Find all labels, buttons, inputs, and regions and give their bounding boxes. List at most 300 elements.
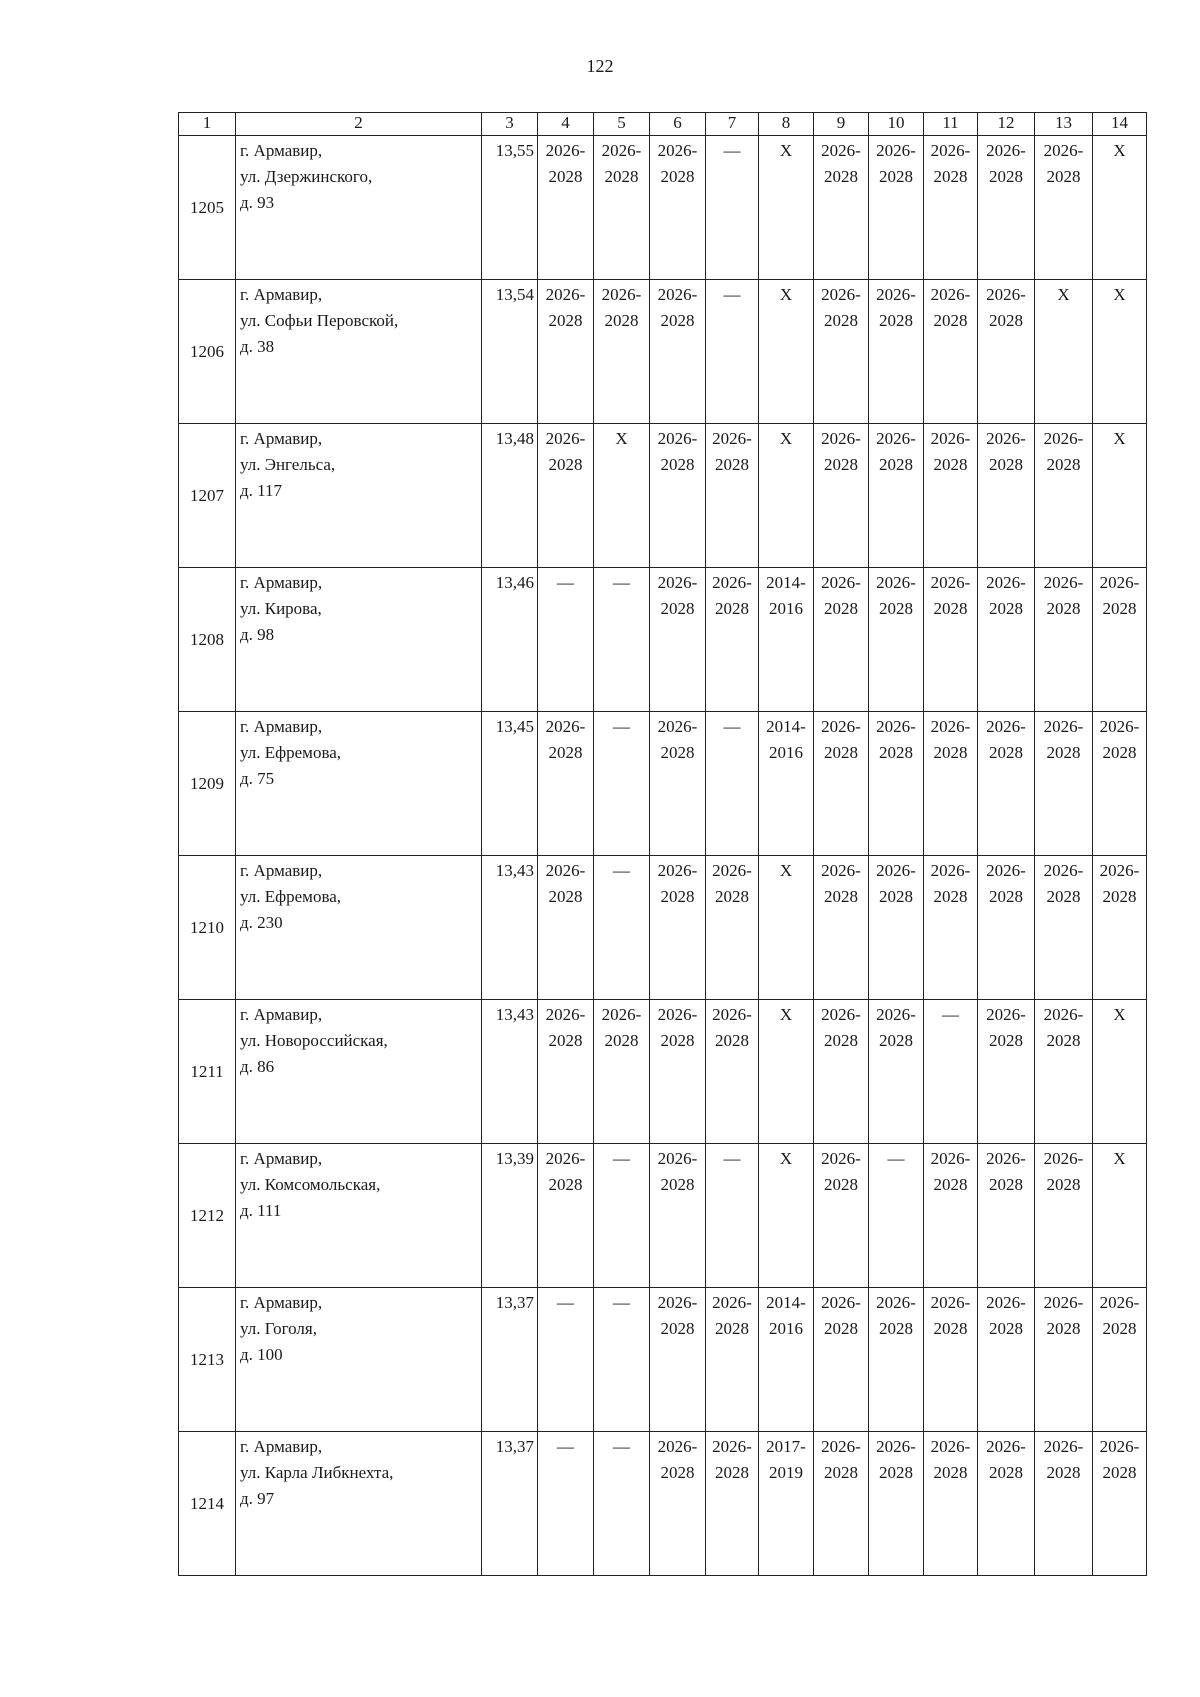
- term-value: 2028: [989, 1031, 1023, 1050]
- term-value: 2026-: [1043, 1005, 1084, 1024]
- term-cell-col-6: [650, 1432, 706, 1576]
- term-value: 2026-: [930, 573, 971, 592]
- row-number: 1207: [179, 424, 236, 568]
- term-cell-col-6: [650, 424, 706, 568]
- term-cell-col-12: [978, 1288, 1035, 1432]
- term-value: 2026-: [1043, 141, 1084, 160]
- term-value: 2026-: [1043, 861, 1084, 880]
- term-value: 2028: [1046, 455, 1081, 474]
- term-cell-col-14: [1093, 1288, 1147, 1432]
- address-cell: [236, 424, 482, 568]
- row-number: 1213: [179, 1288, 236, 1432]
- address-line: д. 86: [240, 1057, 275, 1076]
- term-value: 2026-: [545, 429, 586, 448]
- term-cell-col-12: [978, 424, 1035, 568]
- term-value: Х: [615, 429, 628, 448]
- term-cell-col-4: [538, 856, 594, 1000]
- address-line: д. 117: [240, 481, 283, 500]
- term-cell-col-13: [1035, 1144, 1093, 1288]
- term-value: 2028: [1046, 599, 1081, 618]
- area-cell: 13,43: [482, 856, 538, 1000]
- table-row: [179, 568, 1147, 712]
- address-line: г. Армавир,: [240, 717, 323, 736]
- term-cell-col-12: [978, 1144, 1035, 1288]
- column-header-10: 10: [869, 113, 924, 136]
- term-cell-col-5: [594, 424, 650, 568]
- term-value: 2014-: [766, 1293, 806, 1312]
- term-cell-col-14: [1093, 1432, 1147, 1576]
- term-value: 2026-: [821, 573, 861, 592]
- term-value: 2028: [715, 599, 749, 618]
- term-value: 2026-: [930, 1293, 971, 1312]
- term-cell-col-14: [1093, 1144, 1147, 1288]
- term-value: 2028: [879, 599, 913, 618]
- term-value: 2026-: [930, 1437, 971, 1456]
- term-value: 2028: [989, 311, 1023, 330]
- term-value: 2028: [824, 887, 858, 906]
- term-value: 2028: [1046, 1319, 1081, 1338]
- term-value: 2028: [548, 167, 583, 186]
- term-cell-col-4: [538, 136, 594, 280]
- term-value: 2026-: [821, 429, 861, 448]
- term-value: 2026-: [986, 429, 1026, 448]
- term-value: 2028: [660, 1175, 695, 1194]
- address-cell: [236, 856, 482, 1000]
- term-cell-col-8: [759, 424, 814, 568]
- term-cell-col-5: [594, 1000, 650, 1144]
- term-cell-col-7: [706, 1000, 759, 1144]
- term-value: 2028: [933, 1463, 968, 1482]
- table-row: [179, 280, 1147, 424]
- term-value: 2028: [1102, 599, 1137, 618]
- term-cell-col-13: [1035, 280, 1093, 424]
- term-cell-col-9: [814, 136, 869, 280]
- term-cell-col-9: [814, 856, 869, 1000]
- term-cell-col-8: [759, 1432, 814, 1576]
- term-value: 2026-: [712, 429, 752, 448]
- term-cell-col-14: [1093, 856, 1147, 1000]
- term-value: 2017-: [766, 1437, 806, 1456]
- term-cell-col-10: [869, 712, 924, 856]
- term-value: 2028: [660, 311, 695, 330]
- term-cell-col-10: [869, 1000, 924, 1144]
- term-value: 2028: [824, 599, 858, 618]
- term-value: 2028: [604, 1031, 639, 1050]
- term-value: 2028: [660, 1463, 695, 1482]
- term-cell-col-12: [978, 280, 1035, 424]
- term-value: 2028: [548, 311, 583, 330]
- term-value: 2026-: [545, 717, 586, 736]
- term-value: 2028: [989, 743, 1023, 762]
- term-value: 2028: [879, 1463, 913, 1482]
- term-cell-col-7: [706, 136, 759, 280]
- column-header-12: 12: [978, 113, 1035, 136]
- term-cell-col-13: [1035, 1288, 1093, 1432]
- term-value: Х: [1113, 141, 1126, 160]
- term-cell-col-12: [978, 568, 1035, 712]
- term-value: 2028: [933, 455, 968, 474]
- term-value: 2028: [548, 1031, 583, 1050]
- term-value: —: [613, 573, 630, 592]
- area-cell: 13,39: [482, 1144, 538, 1288]
- term-value: 2028: [989, 887, 1023, 906]
- term-value: 2028: [879, 1031, 913, 1050]
- term-cell-col-12: [978, 712, 1035, 856]
- term-value: —: [723, 285, 741, 304]
- term-value: 2026-: [930, 1149, 971, 1168]
- term-value: 2026-: [986, 1005, 1026, 1024]
- term-value: 2026-: [712, 1005, 752, 1024]
- term-cell-col-4: [538, 280, 594, 424]
- term-value: 2028: [1102, 1319, 1137, 1338]
- term-cell-col-14: [1093, 280, 1147, 424]
- term-value: 2028: [660, 1319, 695, 1338]
- term-cell-col-14: [1093, 424, 1147, 568]
- term-cell-col-12: [978, 1000, 1035, 1144]
- term-value: 2026-: [876, 1437, 916, 1456]
- term-value: 2028: [715, 1319, 749, 1338]
- term-value: 2028: [548, 887, 583, 906]
- term-cell-col-7: [706, 1432, 759, 1576]
- address-cell: [236, 1288, 482, 1432]
- area-cell: 13,43: [482, 1000, 538, 1144]
- term-value: 2026-: [1043, 573, 1084, 592]
- address-cell: [236, 568, 482, 712]
- term-cell-col-14: [1093, 712, 1147, 856]
- term-cell-col-11: [924, 856, 978, 1000]
- address-cell: [236, 1000, 482, 1144]
- table-body: [179, 136, 1147, 1576]
- term-cell-col-5: [594, 568, 650, 712]
- term-value: 2026-: [657, 1005, 698, 1024]
- table-row: [179, 1288, 1147, 1432]
- address-cell: [236, 712, 482, 856]
- term-cell-col-6: [650, 856, 706, 1000]
- term-cell-col-8: [759, 856, 814, 1000]
- term-value: 2026-: [876, 573, 916, 592]
- term-value: 2028: [1046, 743, 1081, 762]
- term-value: —: [557, 1437, 574, 1456]
- term-value: 2028: [933, 1175, 968, 1194]
- term-cell-col-4: [538, 568, 594, 712]
- term-cell-col-5: [594, 1432, 650, 1576]
- term-value: 2028: [824, 1175, 858, 1194]
- term-cell-col-13: [1035, 568, 1093, 712]
- term-value: 2028: [604, 311, 639, 330]
- page-number: 122: [586, 56, 614, 76]
- term-value: 2026-: [930, 285, 971, 304]
- term-value: 2028: [989, 455, 1023, 474]
- address-cell: [236, 136, 482, 280]
- term-value: 2026-: [986, 1293, 1026, 1312]
- term-cell-col-7: [706, 1144, 759, 1288]
- address-line: д. 75: [240, 769, 275, 788]
- term-cell-col-8: [759, 712, 814, 856]
- term-cell-col-5: [594, 1144, 650, 1288]
- term-value: 2026-: [657, 1437, 698, 1456]
- address-line: ул. Новороссийская,: [240, 1031, 388, 1050]
- term-value: Х: [779, 429, 793, 448]
- term-value: 2028: [989, 1319, 1023, 1338]
- term-value: 2028: [1102, 743, 1137, 762]
- term-cell-col-5: [594, 712, 650, 856]
- term-value: Х: [779, 861, 793, 880]
- area-cell: 13,54: [482, 280, 538, 424]
- term-value: 2028: [989, 599, 1023, 618]
- term-value: 2026-: [1043, 1293, 1084, 1312]
- term-value: 2028: [933, 1319, 968, 1338]
- term-value: 2028: [660, 455, 695, 474]
- term-value: 2026-: [821, 141, 861, 160]
- term-cell-col-14: [1093, 568, 1147, 712]
- term-value: 2028: [824, 1463, 858, 1482]
- term-value: 2028: [879, 167, 913, 186]
- area-cell: 13,37: [482, 1288, 538, 1432]
- term-value: 2028: [548, 743, 583, 762]
- term-value: 2026-: [712, 1293, 752, 1312]
- term-cell-col-11: [924, 568, 978, 712]
- address-line: г. Армавир,: [240, 1437, 323, 1456]
- term-value: 2028: [989, 1463, 1023, 1482]
- term-cell-col-6: [650, 1288, 706, 1432]
- term-value: 2026-: [876, 1005, 916, 1024]
- term-value: 2026-: [876, 429, 916, 448]
- term-value: 2026-: [986, 573, 1026, 592]
- term-value: —: [723, 717, 741, 736]
- table-header: [179, 113, 1147, 136]
- address-line: г. Армавир,: [240, 1293, 323, 1312]
- address-cell: [236, 1144, 482, 1288]
- term-value: 2026-: [657, 573, 698, 592]
- term-value: 2016: [769, 1319, 803, 1338]
- term-cell-col-13: [1035, 136, 1093, 280]
- term-cell-col-14: [1093, 1000, 1147, 1144]
- term-value: 2026-: [821, 1005, 861, 1024]
- term-value: 2026-: [876, 285, 916, 304]
- term-value: 2028: [715, 887, 749, 906]
- term-cell-col-9: [814, 1432, 869, 1576]
- term-value: Х: [779, 141, 793, 160]
- table-row: [179, 136, 1147, 280]
- term-value: 2026-: [657, 1149, 698, 1168]
- address-line: д. 111: [240, 1201, 282, 1220]
- term-value: 2028: [1046, 1031, 1081, 1050]
- term-cell-col-4: [538, 712, 594, 856]
- term-value: 2026-: [1043, 429, 1084, 448]
- term-value: 2026-: [876, 861, 916, 880]
- term-value: 2028: [933, 167, 968, 186]
- address-line: ул. Ефремова,: [240, 887, 342, 906]
- term-cell-col-6: [650, 136, 706, 280]
- area-cell: 13,55: [482, 136, 538, 280]
- address-line: г. Армавир,: [240, 1149, 323, 1168]
- term-value: 2026-: [601, 1005, 642, 1024]
- row-number: 1206: [179, 280, 236, 424]
- term-value: 2026-: [986, 141, 1026, 160]
- term-value: 2028: [824, 311, 858, 330]
- term-cell-col-13: [1035, 424, 1093, 568]
- term-value: 2019: [769, 1463, 803, 1482]
- term-cell-col-9: [814, 712, 869, 856]
- term-cell-col-4: [538, 1144, 594, 1288]
- term-cell-col-7: [706, 568, 759, 712]
- term-value: 2028: [879, 1319, 913, 1338]
- table-row: [179, 1000, 1147, 1144]
- term-cell-col-4: [538, 424, 594, 568]
- address-line: г. Армавир,: [240, 141, 323, 160]
- term-value: 2028: [933, 887, 968, 906]
- term-cell-col-8: [759, 1000, 814, 1144]
- address-cell: [236, 1432, 482, 1576]
- term-value: 2028: [604, 167, 639, 186]
- term-cell-col-7: [706, 856, 759, 1000]
- term-cell-col-12: [978, 856, 1035, 1000]
- term-value: 2026-: [1043, 717, 1084, 736]
- column-header-3: 3: [482, 113, 538, 136]
- term-value: —: [613, 861, 630, 880]
- address-line: ул. Комсомольская,: [240, 1175, 381, 1194]
- term-cell-col-11: [924, 712, 978, 856]
- row-number: 1205: [179, 136, 236, 280]
- header-row: [179, 113, 1147, 136]
- term-value: 2028: [933, 743, 968, 762]
- term-cell-col-11: [924, 280, 978, 424]
- term-cell-col-9: [814, 1000, 869, 1144]
- term-value: 2026-: [821, 1437, 861, 1456]
- term-value: Х: [779, 285, 793, 304]
- term-cell-col-13: [1035, 1000, 1093, 1144]
- term-value: —: [557, 1293, 574, 1312]
- term-value: 2028: [1102, 887, 1137, 906]
- address-line: ул. Кирова,: [240, 599, 322, 618]
- term-cell-col-10: [869, 1144, 924, 1288]
- term-value: 2028: [879, 743, 913, 762]
- term-cell-col-5: [594, 1288, 650, 1432]
- term-cell-col-6: [650, 568, 706, 712]
- term-cell-col-7: [706, 280, 759, 424]
- column-header-1: 1: [179, 113, 236, 136]
- term-value: Х: [1113, 1149, 1126, 1168]
- column-header-7: 7: [706, 113, 759, 136]
- term-value: 2026-: [930, 861, 971, 880]
- term-value: 2028: [715, 1031, 749, 1050]
- term-value: 2028: [989, 167, 1023, 186]
- term-value: —: [613, 1437, 630, 1456]
- term-value: —: [887, 1149, 905, 1168]
- term-value: 2026-: [545, 1149, 586, 1168]
- row-number: 1212: [179, 1144, 236, 1288]
- term-cell-col-8: [759, 1288, 814, 1432]
- term-value: 2028: [660, 599, 695, 618]
- term-value: 2028: [933, 311, 968, 330]
- row-number: 1209: [179, 712, 236, 856]
- term-cell-col-10: [869, 1432, 924, 1576]
- term-value: 2028: [715, 455, 749, 474]
- term-cell-col-10: [869, 568, 924, 712]
- address-line: ул. Карла Либкнехта,: [240, 1463, 394, 1482]
- term-value: 2016: [769, 743, 803, 762]
- term-value: 2028: [879, 887, 913, 906]
- column-header-14: 14: [1093, 113, 1147, 136]
- term-value: 2026-: [657, 717, 698, 736]
- table-row: [179, 1144, 1147, 1288]
- table-row: [179, 712, 1147, 856]
- term-value: 2028: [1046, 887, 1081, 906]
- term-cell-col-11: [924, 1000, 978, 1144]
- term-cell-col-5: [594, 280, 650, 424]
- address-line: д. 100: [240, 1345, 283, 1364]
- term-value: —: [613, 1293, 630, 1312]
- term-value: 2026-: [657, 861, 698, 880]
- term-value: 2028: [989, 1175, 1023, 1194]
- term-value: Х: [1113, 285, 1126, 304]
- term-value: Х: [1113, 1005, 1126, 1024]
- term-cell-col-5: [594, 856, 650, 1000]
- term-value: 2026-: [601, 141, 642, 160]
- row-number: 1208: [179, 568, 236, 712]
- term-cell-col-8: [759, 568, 814, 712]
- term-value: 2026-: [930, 141, 971, 160]
- term-value: 2028: [715, 1463, 749, 1482]
- term-value: 2028: [824, 1319, 858, 1338]
- term-value: —: [723, 141, 741, 160]
- term-value: 2026-: [545, 1005, 586, 1024]
- term-value: 2026-: [1099, 1293, 1140, 1312]
- term-cell-col-4: [538, 1000, 594, 1144]
- term-value: 2026-: [657, 1293, 698, 1312]
- term-cell-col-10: [869, 856, 924, 1000]
- term-value: 2026-: [986, 717, 1026, 736]
- term-cell-col-9: [814, 1144, 869, 1288]
- term-cell-col-10: [869, 280, 924, 424]
- term-value: 2028: [660, 887, 695, 906]
- address-line: д. 97: [240, 1489, 275, 1508]
- address-line: г. Армавир,: [240, 429, 323, 448]
- term-value: 2026-: [657, 285, 698, 304]
- term-value: 2026-: [1099, 1437, 1140, 1456]
- term-cell-col-7: [706, 1288, 759, 1432]
- term-value: 2026-: [712, 861, 752, 880]
- term-value: 2026-: [821, 1293, 861, 1312]
- term-value: 2028: [933, 599, 968, 618]
- term-value: 2026-: [1043, 1437, 1084, 1456]
- term-cell-col-4: [538, 1432, 594, 1576]
- term-value: 2028: [660, 743, 695, 762]
- term-cell-col-7: [706, 712, 759, 856]
- term-cell-col-11: [924, 1288, 978, 1432]
- area-cell: 13,45: [482, 712, 538, 856]
- address-line: г. Армавир,: [240, 573, 323, 592]
- term-value: 2028: [824, 743, 858, 762]
- term-value: —: [723, 1149, 741, 1168]
- term-value: Х: [1057, 285, 1070, 304]
- term-value: 2026-: [1099, 861, 1140, 880]
- term-cell-col-8: [759, 136, 814, 280]
- term-value: 2028: [1046, 1463, 1081, 1482]
- term-value: 2028: [879, 455, 913, 474]
- term-value: 2026-: [1099, 717, 1140, 736]
- term-cell-col-11: [924, 424, 978, 568]
- term-value: 2028: [1046, 1175, 1081, 1194]
- area-cell: 13,37: [482, 1432, 538, 1576]
- term-value: 2026-: [821, 285, 861, 304]
- term-value: 2026-: [821, 717, 861, 736]
- address-cell: [236, 280, 482, 424]
- term-value: 2026-: [986, 1149, 1026, 1168]
- table-row: [179, 1432, 1147, 1576]
- table-row: [179, 424, 1147, 568]
- term-value: 2026-: [545, 141, 586, 160]
